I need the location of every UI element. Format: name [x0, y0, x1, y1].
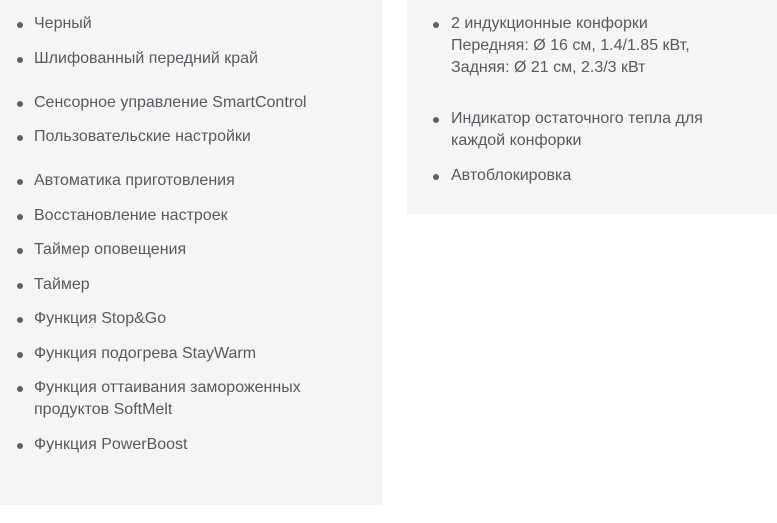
item-label-line2: Передняя: Ø 16 см, 1.4/1.85 кВт,: [451, 37, 690, 54]
item-label: Шлифованный передний край: [34, 49, 259, 67]
bullet-icon: [17, 135, 23, 141]
bullet-icon: [17, 214, 23, 220]
list-item: [0, 308, 382, 330]
features-list-left: [0, 13, 382, 468]
bullet-icon: [17, 22, 23, 28]
item-label-line2: продуктов SoftMelt: [34, 401, 173, 418]
bullet-icon: [17, 283, 23, 289]
item-label: Функция оттаивания замороженных: [34, 379, 301, 396]
list-item: [407, 165, 777, 187]
item-label: Таймер оповещения: [34, 241, 187, 258]
bullet-icon: [433, 117, 439, 123]
item-label: Функция Stop&Go: [34, 310, 167, 327]
bullet-icon: [17, 352, 23, 358]
bullet-icon: [17, 248, 23, 254]
bullet-icon: [17, 386, 23, 392]
list-item: [0, 239, 382, 261]
list-item: [0, 170, 382, 192]
bullet-icon: [17, 179, 23, 185]
list-item: [0, 434, 382, 456]
bullet-icon: [17, 443, 23, 449]
list-item: [407, 13, 777, 79]
list-item: [0, 13, 382, 35]
bullet-icon: [17, 57, 23, 63]
item-label-line3: Задняя: Ø 21 см, 2.3/3 кВт: [451, 59, 646, 76]
bullet-icon: [433, 22, 439, 28]
item-label: Пользовательские настройки: [34, 128, 251, 145]
list-item: [407, 108, 777, 152]
features-panel-right: [407, 0, 777, 214]
item-label: Таймер: [34, 275, 90, 293]
list-item: [0, 48, 382, 70]
bullet-icon: [17, 101, 23, 107]
item-label: Индикатор остаточного тепла для: [451, 110, 703, 127]
item-label: Сенсорное управление SmartControl: [34, 93, 307, 111]
list-item: [0, 92, 382, 114]
item-label: Функция PowerBoost: [34, 435, 188, 453]
item-label: Автоматика приготовления: [34, 172, 235, 189]
item-label: 2 индукционные конфорки: [451, 15, 648, 32]
list-item: [0, 377, 382, 421]
features-list-right: [407, 13, 777, 199]
bullet-icon: [17, 317, 23, 323]
item-label: Автоблокировка: [451, 166, 572, 184]
item-label-line2: каждой конфорки: [451, 132, 582, 149]
bullet-icon: [433, 174, 439, 180]
item-label: Восстановление настроек: [34, 206, 228, 224]
item-label: Функция подогрева StayWarm: [34, 344, 257, 362]
list-item: [0, 343, 382, 365]
list-item: [0, 274, 382, 296]
list-item: [0, 126, 382, 148]
list-item: [0, 205, 382, 227]
features-panel-left: [0, 0, 382, 505]
item-label: Черный: [34, 15, 92, 32]
